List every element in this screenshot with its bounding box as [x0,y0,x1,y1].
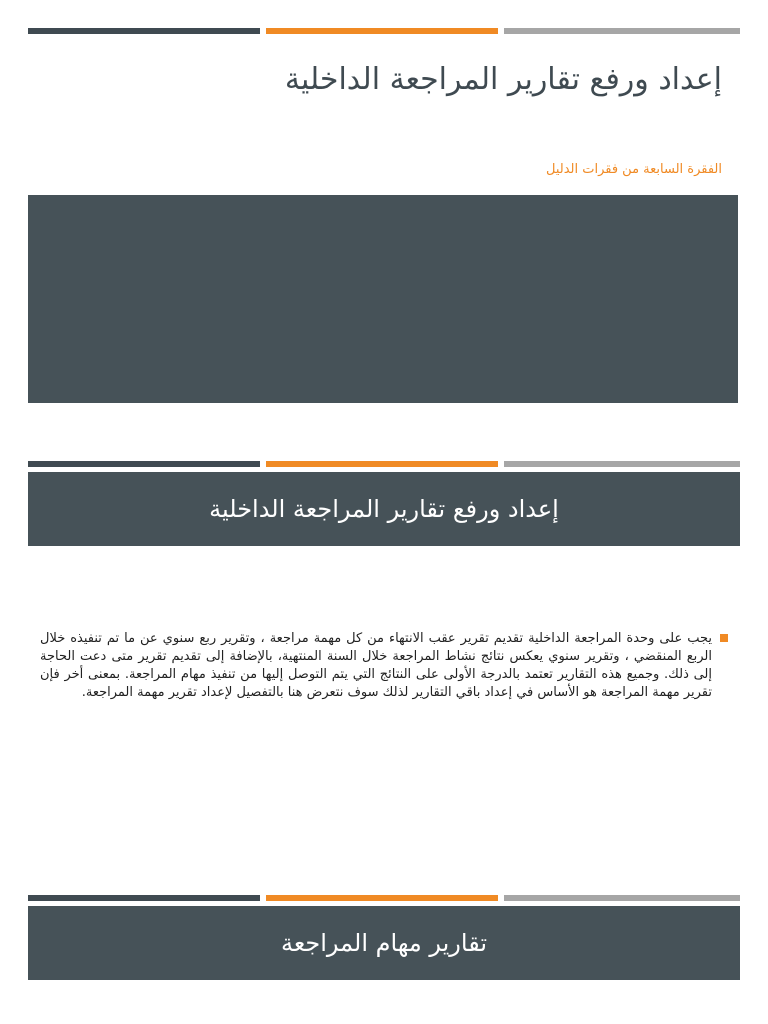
slide-1-subtitle: الفقرة السابعة من فقرات الدليل [545,162,722,177]
stripe-segment-orange [266,461,498,467]
top-stripe-3 [28,895,740,901]
stripe-segment-dark [28,461,260,467]
slide-1-title: إعداد ورفع تقارير المراجعة الداخلية [284,62,722,97]
slide-3-title-banner [28,906,740,980]
stripe-segment-dark [28,28,260,34]
slide-2-bullet-text: يجب على وحدة المراجعة الداخلية تقديم تقرير عقب الانتهاء من كل مهمة مراجعة ، وتقرير ربع سنوي عن ما تم تنفيذه خلال الربع المنقضي ، وتقرير سنوي يعكس نتائج نشاط المراجعة خلال السنة المنتهية، بالإضافة إلى تقديم تقرير متى دعت الحاجة إلى ذلك. وجميع هذه التقارير تعتمد بالدرجة الأولى على النتائج التي يتم التوصل إليها من تنفيذ مهام المراجعة. بمعنى أخر فإن تقرير مهمة المراجعة هو الأساس في إعداد باقي التقارير لذلك سوف نتعرض هنا بالتفصيل لإعداد تقرير مهمة المراجعة. [40,631,712,700]
slide-2-title: إعداد ورفع تقارير المراجعة الداخلية [209,495,559,523]
stripe-segment-gray [504,28,740,34]
stripe-segment-orange [266,28,498,34]
stripe-segment-gray [504,895,740,901]
top-stripe-2 [28,461,740,467]
stripe-segment-dark [28,895,260,901]
slide-1-dark-panel [28,195,738,403]
bullet-square-icon [720,634,728,642]
stripe-segment-gray [504,461,740,467]
slide-2-title-banner [28,472,740,546]
slide-2-bullet [40,630,728,702]
stripe-segment-orange [266,895,498,901]
slide-3-title: تقارير مهام المراجعة [280,929,488,957]
top-stripe-1 [28,28,740,34]
